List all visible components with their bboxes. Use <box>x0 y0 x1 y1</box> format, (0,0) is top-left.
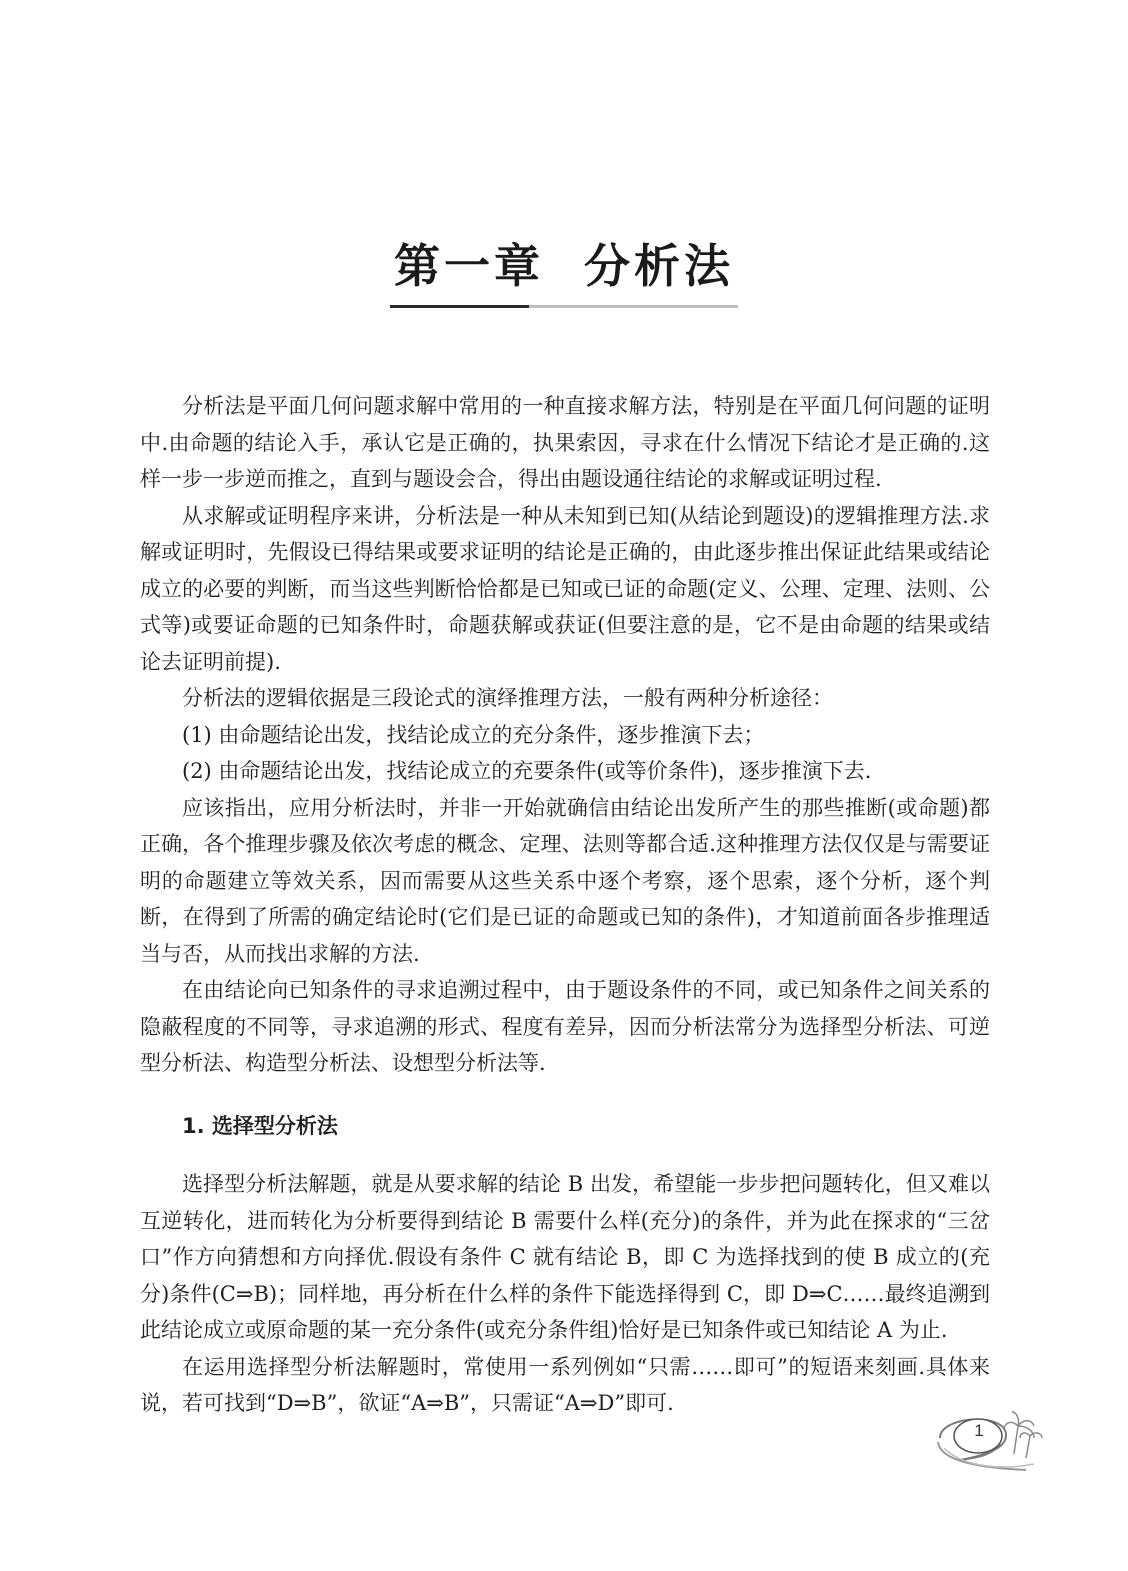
paragraph: 从求解或证明程序来讲，分析法是一种从未知到已知(从结论到题设)的逻辑推理方法.求解或证明时，先假设已得结果或要求证明的结论是正确的，由此逐步推出保证此结果或结论成立的必要的判断，而当这些判断恰恰都是已知或已证的命题(定义、公理、定理、法则、公式等)或要证命题的已知条件时，命题获解或获证(但要注意的是，它不是由命题的结果或结论去证明前提). <box>140 503 990 674</box>
list-item: (1) 由命题结论出发，找结论成立的充分条件，逐步推演下去； <box>182 722 765 747</box>
chapter-title <box>390 230 738 304</box>
main-text <box>140 388 990 1422</box>
section-heading: 1. 选择型分析法 <box>182 1113 338 1138</box>
paragraph: 分析法是平面几何问题求解中常用的一种直接求解方法，特别是在平面几何问题的证明中.由命题的结论入手，承认它是正确的，执果索因，寻求在什么情况下结论才是正确的.这样一步一步逆而推之，直到与题设会合，得出由题设通往结论的求解或证明过程. <box>140 394 990 491</box>
paragraph: 选择型分析法解题，就是从要求解的结论 B 出发，希望能一步步把问题转化，但又难以互逆转化，进而转化为分析要得到结论 B 需要什么样(充分)的条件，并为此在探求的“三岔口”作方向猜想和方向择优.假设有条件 C 就有结论 B，即 C 为选择找到的使 B 成立的(充分)条件(C⇒B)；同样地，再分析在什么样的条件下能选择得到 C，即 D⇒C……最终追溯到此结论成立或原命题的某一充分条件(或充分条件组)恰好是已知条件或已知结论 A 为止. <box>140 1172 990 1342</box>
chapter-title-block <box>0 230 1128 304</box>
paragraph: 分析法的逻辑依据是三段论式的演绎推理方法，一般有两种分析途径： <box>182 686 833 710</box>
paragraph: 在由结论向已知条件的寻求追溯过程中，由于题设条件的不同，或已知条件之间关系的隐蔽程度的不同等，寻求追溯的形式、程度有差异，因而分析法常分为选择型分析法、可逆型分析法、构造型分析法、设想型分析法等. <box>140 978 990 1075</box>
paragraph: 在运用选择型分析法解题时，常使用一系列例如“只需……即可”的短语来刻画.具体来说，若可找到“D⇒B”，欲证“A⇒B”，只需证“A⇒D”即可. <box>140 1354 990 1415</box>
title-underline <box>390 305 738 308</box>
paragraph: 应该指出，应用分析法时，并非一开始就确信由结论出发所产生的那些推断(或命题)都正确，各个推理步骤及依次考虑的概念、定理、法则等都合适.这种推理方法仅仅是与需要证明的命题建立等效关系，因而需要从这些关系中逐个考察，逐个思索，逐个分析，逐个判断，在得到了所需的确定结论时(它们是已证的命题或已知的条件)，才知道前面各步推理适当与否，从而找出求解的方法. <box>140 795 990 966</box>
page-number: 1 <box>974 1421 984 1440</box>
chapter-number: 第一章 <box>394 239 544 293</box>
list-item: (2) 由命题结论出发，找结论成立的充要条件(或等价条件)，逐步推演下去. <box>182 759 872 783</box>
page-number-badge <box>934 1408 1044 1480</box>
chapter-name: 分析法 <box>584 239 734 293</box>
palm-tree-icon <box>934 1408 1044 1480</box>
